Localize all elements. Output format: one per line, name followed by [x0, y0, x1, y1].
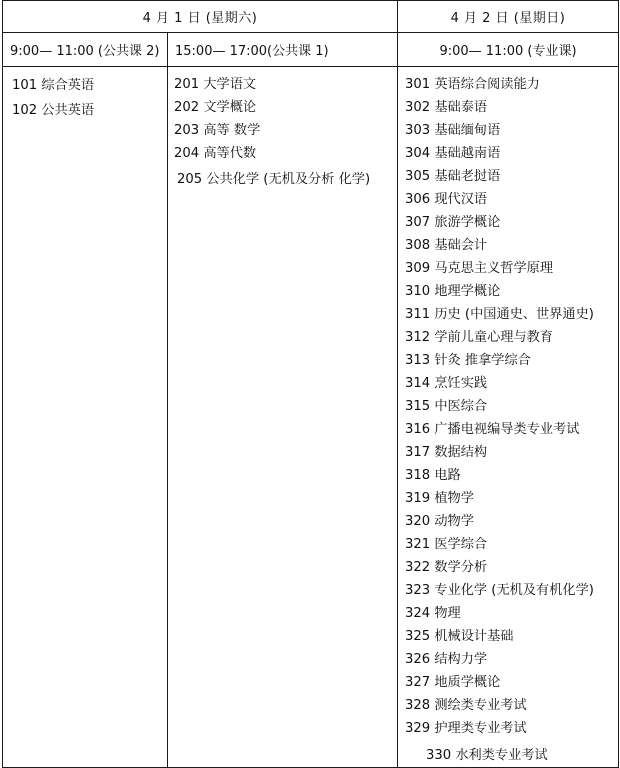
subject-item: 205 公共化学 (无机及分析 化学)	[177, 172, 371, 187]
subject-item: 329 护理类专业考试	[405, 721, 527, 736]
specialized-course-list	[398, 73, 618, 767]
subject-item: 311 历史 (中国通史、世界通史)	[405, 307, 594, 322]
public-course-1-list	[168, 73, 397, 191]
subject-item: 308 基础会计	[405, 238, 488, 253]
public-course-1-cell	[168, 67, 398, 768]
subject-item: 327 地质学概论	[405, 675, 501, 690]
subject-item: 325 机械设计基础	[405, 629, 514, 644]
session-morning-day2: 9:00— 11:00 (专业课)	[398, 33, 619, 67]
subject-item: 326 结构力学	[405, 652, 488, 667]
subject-item: 201 大学语文	[174, 77, 257, 92]
subject-item: 307 旅游学概论	[405, 215, 501, 230]
specialized-course-cell	[398, 67, 619, 768]
subject-item: 314 烹饪实践	[405, 376, 488, 391]
subject-item: 319 植物学	[405, 491, 474, 506]
public-course-2-list	[3, 73, 167, 123]
subject-item: 204 高等代数	[174, 146, 257, 161]
subject-item: 202 文学概论	[174, 100, 257, 115]
subject-item: 316 广播电视编导类专业考试	[405, 422, 580, 437]
subject-item: 301 英语综合阅读能力	[405, 77, 540, 92]
day2-header: 4 月 2 日 (星期日)	[398, 1, 619, 33]
subject-item: 324 物理	[405, 606, 461, 621]
subject-item: 102 公共英语	[12, 103, 95, 118]
session-row	[3, 33, 619, 67]
subject-item: 312 学前儿童心理与教育	[405, 330, 554, 345]
subject-item: 313 针灸 推拿学综合	[405, 353, 531, 368]
subject-item: 317 数据结构	[405, 445, 488, 460]
subject-item: 315 中医综合	[405, 399, 488, 414]
subject-item: 309 马克思主义哲学原理	[405, 261, 554, 276]
session-morning-day1: 9:00— 11:00 (公共课 2)	[3, 33, 168, 67]
subject-item: 304 基础越南语	[405, 146, 501, 161]
subject-item: 101 综合英语	[12, 78, 95, 93]
subject-item: 322 数学分析	[405, 560, 488, 575]
public-course-2-cell	[3, 67, 168, 768]
subject-item: 328 测绘类专业考试	[405, 698, 527, 713]
subjects-row	[3, 67, 619, 768]
subject-item: 303 基础缅甸语	[405, 123, 501, 138]
subject-item: 321 医学综合	[405, 537, 488, 552]
day1-header: 4 月 1 日 (星期六)	[3, 1, 398, 33]
session-afternoon-day1: 15:00— 17:00(公共课 1)	[168, 33, 398, 67]
subject-item: 302 基础泰语	[405, 100, 488, 115]
subject-item: 310 地理学概论	[405, 284, 501, 299]
subject-item: 323 专业化学 (无机及有机化学)	[405, 583, 594, 598]
exam-schedule-table	[2, 0, 619, 768]
date-header-row	[3, 1, 619, 33]
subject-item: 330 水利类专业考试	[426, 748, 548, 763]
subject-item: 318 电路	[405, 468, 461, 483]
subject-item: 305 基础老挝语	[405, 169, 501, 184]
subject-item: 203 高等 数学	[174, 123, 261, 138]
subject-item: 320 动物学	[405, 514, 474, 529]
subject-item: 306 现代汉语	[405, 192, 488, 207]
